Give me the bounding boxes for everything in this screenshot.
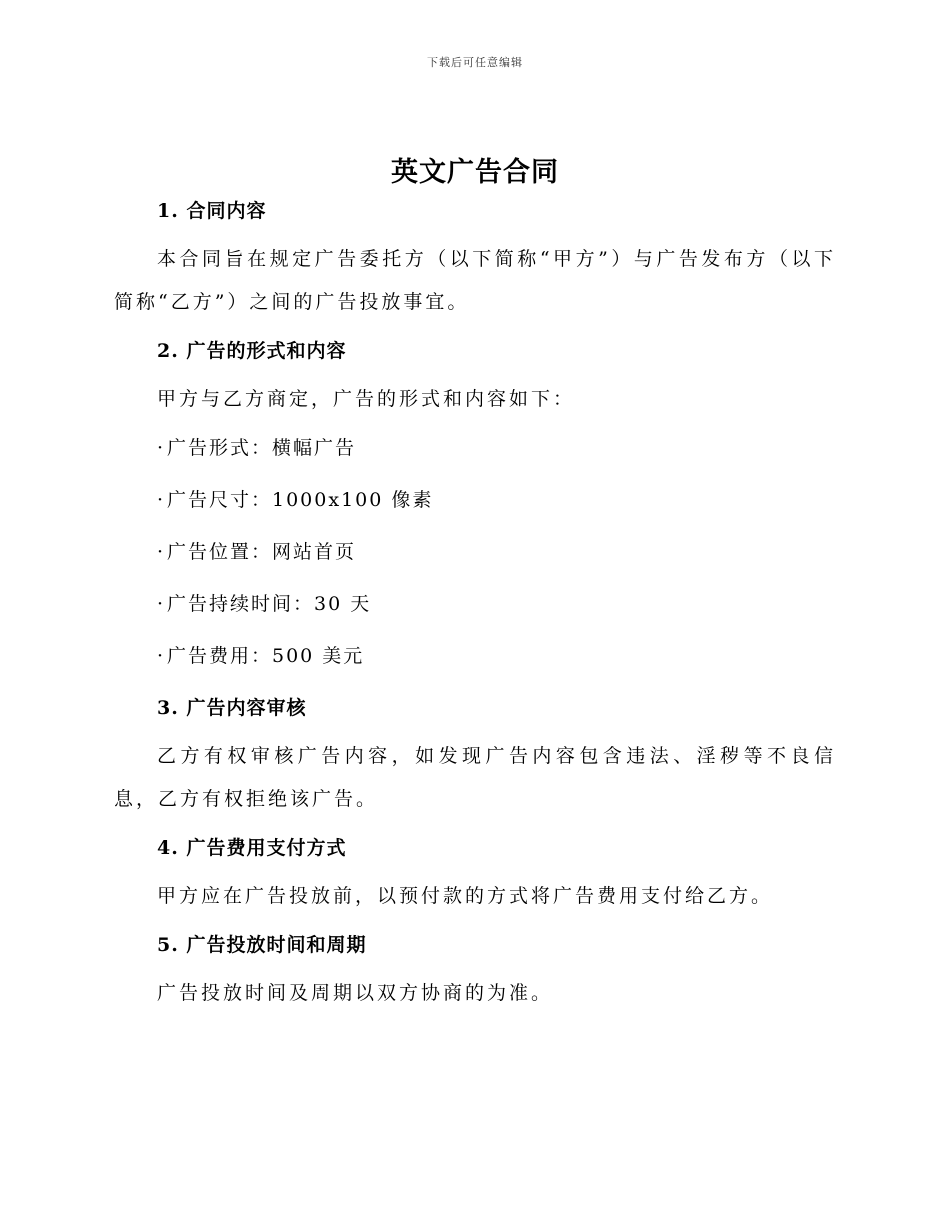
list-item-text: 广告尺寸：1000x100 像素 (167, 489, 434, 511)
list-item (157, 537, 836, 567)
list-item-text: 广告位置：网站首页 (167, 541, 357, 563)
list-item (157, 641, 836, 671)
list-item-text: 广告形式：横幅广告 (167, 437, 357, 459)
bullet-marker: · (157, 593, 166, 615)
section-paragraph-2: 甲方与乙方商定，广告的形式和内容如下： (157, 388, 576, 410)
section-heading-2: 2. 广告的形式和内容 (157, 340, 347, 362)
list-item-text: 广告费用：500 美元 (167, 645, 365, 667)
document-title: 英文广告合同 (391, 157, 559, 188)
bullet-marker: · (157, 489, 166, 511)
section-heading-5: 5. 广告投放时间和周期 (157, 934, 367, 956)
bullet-marker: · (157, 645, 166, 667)
section-heading-3: 3. 广告内容审核 (157, 697, 307, 719)
section-paragraph-5: 广告投放时间及周期以双方协商的为准。 (157, 982, 554, 1004)
document-body (114, 196, 836, 1015)
section-paragraph-3: 乙方有权审核广告内容，如发现广告内容包含违法、淫秽等不良信息，乙方有权拒绝该广告。 (114, 745, 836, 810)
list-item (157, 589, 836, 619)
list-item (157, 433, 836, 463)
section-paragraph-4: 甲方应在广告投放前，以预付款的方式将广告费用支付给乙方。 (157, 885, 774, 907)
bullet-marker: · (157, 541, 166, 563)
section-heading-4: 4. 广告费用支付方式 (157, 837, 347, 859)
header-note: 下载后可任意编辑 (427, 56, 523, 69)
section-paragraph-1: 本合同旨在规定广告委托方（以下简称“甲方”）与广告发布方（以下简称“乙方”）之间的广告投放事宜。 (114, 248, 836, 313)
section-heading-1: 1. 合同内容 (157, 200, 267, 222)
list-item (157, 485, 836, 515)
list-item-text: 广告持续时间：30 天 (167, 593, 372, 615)
bullet-marker: · (157, 437, 166, 459)
